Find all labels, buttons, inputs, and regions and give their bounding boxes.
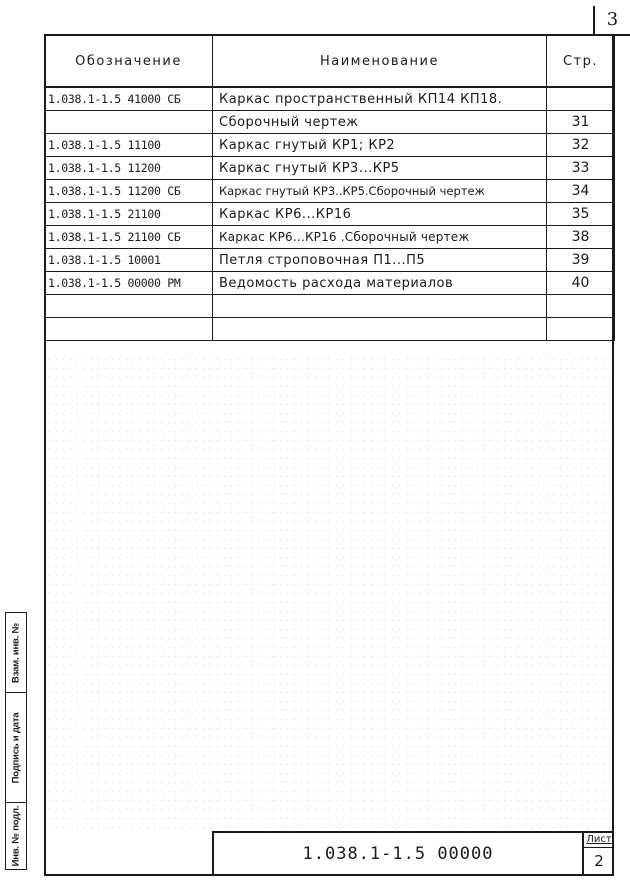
row-code: 1.038.1-1.5 10001 bbox=[45, 249, 213, 272]
table-row bbox=[45, 157, 615, 180]
row-code: 1.038.1-1.5 11200 bbox=[45, 157, 213, 180]
table-row bbox=[45, 249, 615, 272]
row-page: 38 bbox=[547, 226, 615, 249]
scan-speckle-area bbox=[46, 355, 614, 830]
sheet-label: Лист bbox=[584, 833, 614, 848]
table-row bbox=[45, 87, 615, 111]
row-page: 34 bbox=[547, 180, 615, 203]
stamp-vzam-inv-label: Взам. инв. № bbox=[10, 622, 22, 683]
table-row-empty bbox=[45, 295, 615, 318]
table-header-row bbox=[45, 35, 615, 87]
title-block bbox=[212, 831, 614, 875]
row-name: Каркас КР6...КР16 .Сборочный чертеж bbox=[213, 226, 547, 249]
stamp-inv-podl-label: Инв. № подл. bbox=[10, 805, 22, 867]
row-page: 31 bbox=[547, 111, 615, 134]
table-row bbox=[45, 180, 615, 203]
table-row bbox=[45, 111, 615, 134]
row-name: Каркас гнутый КР1; КР2 bbox=[213, 134, 547, 157]
row-page: 40 bbox=[547, 272, 615, 295]
empty-cell bbox=[45, 318, 213, 341]
row-code: 1.038.1-1.5 21100 СБ bbox=[45, 226, 213, 249]
row-name: Каркас КР6...КР16 bbox=[213, 203, 547, 226]
corner-page-number: 3 bbox=[593, 6, 630, 36]
row-code: 1.038.1-1.5 21100 bbox=[45, 203, 213, 226]
header-designation: Обозначение bbox=[45, 35, 213, 87]
row-code bbox=[45, 111, 213, 134]
row-name: Сборочный чертеж bbox=[213, 111, 547, 134]
row-page: 33 bbox=[547, 157, 615, 180]
row-page bbox=[547, 87, 615, 111]
table-row bbox=[45, 134, 615, 157]
empty-cell bbox=[547, 295, 615, 318]
row-code: 1.038.1-1.5 41000 СБ bbox=[45, 87, 213, 111]
header-page: Стр. bbox=[547, 35, 615, 87]
stamp-cell-vzam-inv bbox=[6, 613, 26, 693]
document-code: 1.038.1-1.5 00000 bbox=[302, 844, 494, 864]
sheet-box bbox=[582, 833, 614, 875]
empty-cell bbox=[547, 318, 615, 341]
row-name: Ведомость расхода материалов bbox=[213, 272, 547, 295]
row-name: Каркас гнутый КР3...КР5 bbox=[213, 157, 547, 180]
row-page: 35 bbox=[547, 203, 615, 226]
frame-bottom-line bbox=[44, 874, 614, 876]
empty-cell bbox=[213, 295, 547, 318]
stamp-cell-podpis-data bbox=[6, 693, 26, 803]
row-page: 39 bbox=[547, 249, 615, 272]
stamp-cell-inv-podl bbox=[6, 803, 26, 869]
sheet-number: 2 bbox=[594, 852, 604, 870]
empty-cell bbox=[45, 295, 213, 318]
row-name: Петля строповочная П1...П5 bbox=[213, 249, 547, 272]
approval-stamp-strip bbox=[5, 612, 27, 870]
table-row bbox=[45, 272, 615, 295]
stamp-podpis-data-label: Подпись и дата bbox=[10, 712, 22, 783]
header-name: Наименование bbox=[213, 35, 547, 87]
row-code: 1.038.1-1.5 11200 СБ bbox=[45, 180, 213, 203]
empty-cell bbox=[213, 318, 547, 341]
table-row-empty bbox=[45, 318, 615, 341]
row-name: Каркас пространственный КП14 КП18. bbox=[213, 87, 547, 111]
row-code: 1.038.1-1.5 11100 bbox=[45, 134, 213, 157]
row-code: 1.038.1-1.5 00000 РМ bbox=[45, 272, 213, 295]
table-row bbox=[45, 203, 615, 226]
row-name: Каркас гнутый КР3..КР5.Сборочный чертеж bbox=[213, 180, 547, 203]
contents-table bbox=[44, 34, 615, 341]
table-row bbox=[45, 226, 615, 249]
row-page: 32 bbox=[547, 134, 615, 157]
